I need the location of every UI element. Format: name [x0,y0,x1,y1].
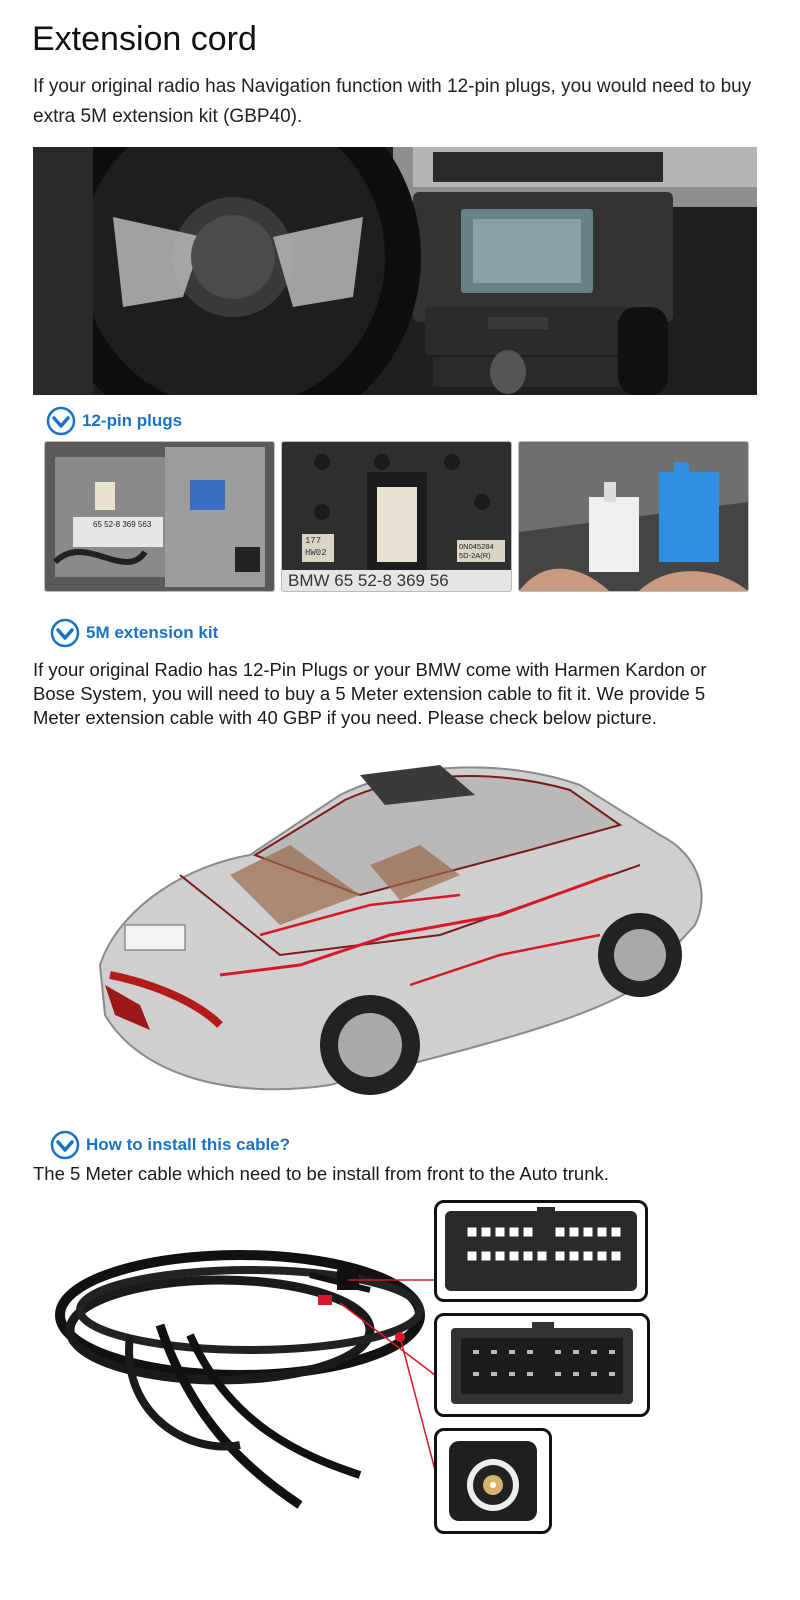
plug-photo-1 [44,441,275,592]
chevron-down-icon [50,1130,80,1160]
section-how-to-install [50,1130,290,1160]
plug-photo-3 [518,441,749,592]
connector-antenna [434,1428,552,1534]
section-5m-extension-kit [50,618,218,648]
car-route-diagram [80,755,720,1115]
chevron-down-icon [50,618,80,648]
plug-label: 177 [305,536,322,546]
install-description: The 5 Meter cable which need to be install from front to the Auto trunk. [33,1163,609,1184]
plug-label: 65 52-8 369 563 [93,520,152,529]
plug-label: BMW 65 52-8 369 56 [288,571,449,590]
chevron-down-icon [46,406,76,436]
intro-text: If your original radio has Navigation function with 12-pin plugs, you would need to buy extra 5M extension kit (GBP40). [33,76,752,127]
section-heading: 12-pin plugs [82,411,183,430]
plug-photo-2 [281,441,512,592]
plug-label: HW02 [305,548,327,558]
connector-12pin-female [434,1200,648,1302]
kit-description: If your original Radio has 12-Pin Plugs or your BMW come with Harmen Kardon or Bose System, you will need to buy a 5 Meter extension cable to fit it. We provide 5 Meter extension cable with 40 GBP if you need. Please check below picture. [33,659,707,728]
connector-12pin-male [434,1313,650,1417]
section-heading: 5M extension kit [86,623,219,642]
page-title: Extension cord [32,20,257,58]
dashboard-photo [33,147,757,395]
plug-label: 5D-2A(R) [459,551,491,560]
section-12-pin-plugs [46,406,182,436]
plug-label: 0N045284 [459,542,494,551]
section-heading: How to install this cable? [86,1135,291,1154]
